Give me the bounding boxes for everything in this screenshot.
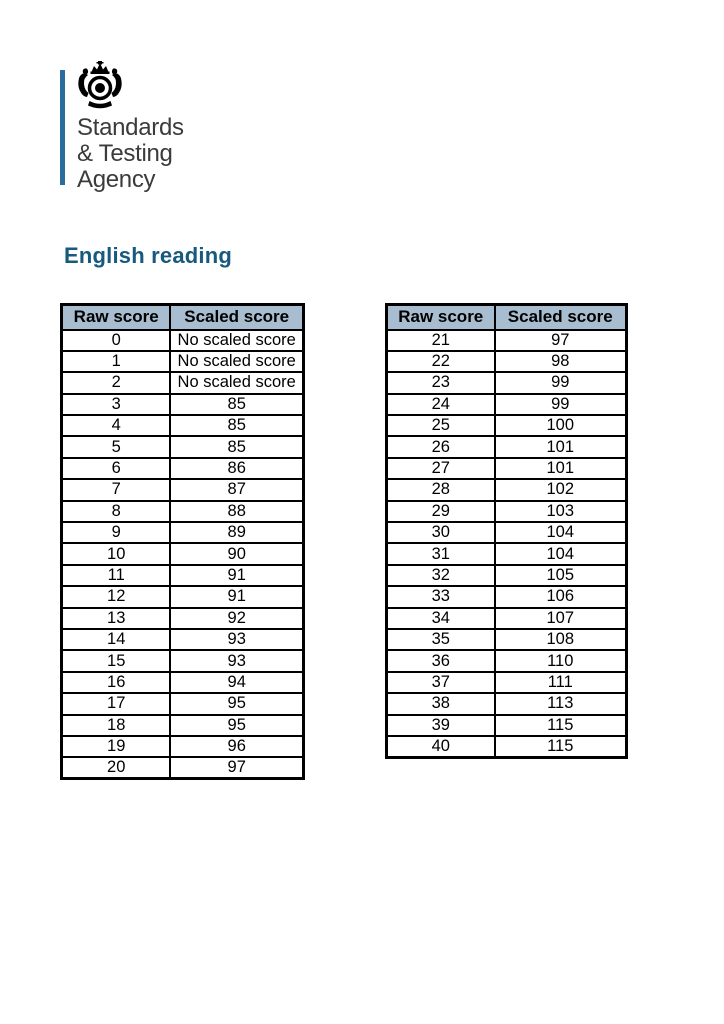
royal-coat-of-arms-icon bbox=[77, 60, 123, 112]
table-row bbox=[62, 757, 304, 779]
raw-score-cell: 32 bbox=[387, 565, 495, 586]
scaled-score-cell: 97 bbox=[495, 330, 627, 351]
page-title: English reading bbox=[64, 243, 233, 268]
table-row bbox=[387, 351, 627, 372]
agency-logo bbox=[60, 60, 184, 193]
raw-score-cell: 16 bbox=[62, 672, 171, 693]
table-row bbox=[62, 608, 304, 629]
scaled-score-cell: 93 bbox=[170, 650, 303, 671]
raw-score-cell: 11 bbox=[62, 565, 171, 586]
raw-score-cell: 1 bbox=[62, 351, 171, 372]
table-row bbox=[387, 330, 627, 351]
scaled-score-cell: 103 bbox=[495, 501, 627, 522]
raw-score-cell: 20 bbox=[62, 757, 171, 779]
scaled-score-cell: 96 bbox=[170, 736, 303, 757]
scaled-score-cell: 98 bbox=[495, 351, 627, 372]
raw-score-cell: 19 bbox=[62, 736, 171, 757]
column-header: Raw score bbox=[62, 305, 171, 330]
raw-score-cell: 30 bbox=[387, 522, 495, 543]
table-row bbox=[62, 351, 304, 372]
raw-score-cell: 0 bbox=[62, 330, 171, 351]
table-row bbox=[387, 565, 627, 586]
scaled-score-cell: 101 bbox=[495, 458, 627, 479]
scaled-score-cell: 106 bbox=[495, 586, 627, 607]
scaled-score-cell: 92 bbox=[170, 608, 303, 629]
column-header: Scaled score bbox=[170, 305, 303, 330]
scaled-score-cell: 99 bbox=[495, 394, 627, 415]
header-row bbox=[62, 305, 304, 330]
raw-score-cell: 28 bbox=[387, 479, 495, 500]
raw-score-cell: 36 bbox=[387, 650, 495, 671]
scaled-score-cell: 110 bbox=[495, 650, 627, 671]
table-row bbox=[387, 501, 627, 522]
raw-score-cell: 12 bbox=[62, 586, 171, 607]
table-row bbox=[387, 736, 627, 758]
raw-score-cell: 29 bbox=[387, 501, 495, 522]
scaled-score-cell: 100 bbox=[495, 415, 627, 436]
raw-score-cell: 21 bbox=[387, 330, 495, 351]
scaled-score-cell: 102 bbox=[495, 479, 627, 500]
scaled-score-cell: 113 bbox=[495, 693, 627, 714]
raw-score-cell: 9 bbox=[62, 522, 171, 543]
raw-score-cell: 13 bbox=[62, 608, 171, 629]
table-row bbox=[387, 629, 627, 650]
table-row bbox=[387, 672, 627, 693]
table-row bbox=[387, 693, 627, 714]
table-row bbox=[387, 458, 627, 479]
table-row bbox=[387, 436, 627, 457]
table-row bbox=[62, 693, 304, 714]
agency-name-line-1: Standards bbox=[77, 114, 184, 141]
scaled-score-cell: 85 bbox=[170, 436, 303, 457]
raw-score-cell: 40 bbox=[387, 736, 495, 758]
scaled-score-cell: 88 bbox=[170, 501, 303, 522]
scaled-score-cell: 93 bbox=[170, 629, 303, 650]
table-row bbox=[387, 586, 627, 607]
table-row bbox=[387, 479, 627, 500]
scaled-score-cell: 90 bbox=[170, 543, 303, 564]
raw-score-cell: 8 bbox=[62, 501, 171, 522]
table-row bbox=[62, 543, 304, 564]
table-row bbox=[62, 372, 304, 393]
scaled-score-cell: 115 bbox=[495, 736, 627, 758]
table-row bbox=[62, 394, 304, 415]
logo-accent-bar bbox=[60, 70, 65, 185]
table-row bbox=[62, 672, 304, 693]
column-header: Scaled score bbox=[495, 305, 627, 330]
raw-score-cell: 15 bbox=[62, 650, 171, 671]
scaled-score-cell: 107 bbox=[495, 608, 627, 629]
raw-score-cell: 17 bbox=[62, 693, 171, 714]
table-row bbox=[62, 458, 304, 479]
raw-score-cell: 24 bbox=[387, 394, 495, 415]
score-conversion-table-raw-0-20 bbox=[60, 303, 305, 780]
scaled-score-cell: 105 bbox=[495, 565, 627, 586]
table-row bbox=[62, 479, 304, 500]
score-conversion-table-raw-21-40 bbox=[385, 303, 628, 759]
scaled-score-cell: 111 bbox=[495, 672, 627, 693]
agency-name bbox=[77, 115, 184, 193]
scaled-score-cell: 86 bbox=[170, 458, 303, 479]
scaled-score-cell: 91 bbox=[170, 565, 303, 586]
raw-score-cell: 5 bbox=[62, 436, 171, 457]
raw-score-cell: 22 bbox=[387, 351, 495, 372]
scaled-score-cell: 97 bbox=[170, 757, 303, 779]
scaled-score-cell: No scaled score bbox=[170, 330, 303, 351]
table-row bbox=[387, 394, 627, 415]
scaled-score-cell: 95 bbox=[170, 693, 303, 714]
table-row bbox=[62, 501, 304, 522]
table-row bbox=[62, 330, 304, 351]
table-row bbox=[62, 586, 304, 607]
column-header: Raw score bbox=[387, 305, 495, 330]
header-row bbox=[387, 305, 627, 330]
table-row bbox=[62, 415, 304, 436]
raw-score-cell: 4 bbox=[62, 415, 171, 436]
table-row bbox=[387, 415, 627, 436]
table-row bbox=[387, 543, 627, 564]
scaled-score-cell: 85 bbox=[170, 394, 303, 415]
scaled-score-cell: 89 bbox=[170, 522, 303, 543]
raw-score-cell: 35 bbox=[387, 629, 495, 650]
raw-score-cell: 31 bbox=[387, 543, 495, 564]
raw-score-cell: 39 bbox=[387, 715, 495, 736]
table-row bbox=[387, 372, 627, 393]
raw-score-cell: 7 bbox=[62, 479, 171, 500]
scaled-score-cell: 104 bbox=[495, 543, 627, 564]
table-row bbox=[62, 565, 304, 586]
scaled-score-cell: 87 bbox=[170, 479, 303, 500]
scaled-score-cell: 94 bbox=[170, 672, 303, 693]
raw-score-cell: 34 bbox=[387, 608, 495, 629]
scaled-score-cell: 85 bbox=[170, 415, 303, 436]
scaled-score-cell: 91 bbox=[170, 586, 303, 607]
table-row bbox=[62, 650, 304, 671]
scaled-score-cell: 101 bbox=[495, 436, 627, 457]
table-row bbox=[62, 522, 304, 543]
table-row bbox=[62, 629, 304, 650]
scaled-score-cell: 108 bbox=[495, 629, 627, 650]
table-row bbox=[387, 608, 627, 629]
raw-score-cell: 10 bbox=[62, 543, 171, 564]
agency-name-line-2: & Testing bbox=[77, 140, 173, 167]
scaled-score-cell: 104 bbox=[495, 522, 627, 543]
raw-score-cell: 14 bbox=[62, 629, 171, 650]
raw-score-cell: 37 bbox=[387, 672, 495, 693]
raw-score-cell: 33 bbox=[387, 586, 495, 607]
agency-name-line-3: Agency bbox=[77, 166, 156, 193]
raw-score-cell: 18 bbox=[62, 715, 171, 736]
table-row bbox=[62, 736, 304, 757]
raw-score-cell: 27 bbox=[387, 458, 495, 479]
raw-score-cell: 3 bbox=[62, 394, 171, 415]
table-row bbox=[387, 522, 627, 543]
table-row bbox=[387, 650, 627, 671]
raw-score-cell: 26 bbox=[387, 436, 495, 457]
table-row bbox=[62, 436, 304, 457]
scaled-score-cell: No scaled score bbox=[170, 372, 303, 393]
table-row bbox=[387, 715, 627, 736]
raw-score-cell: 6 bbox=[62, 458, 171, 479]
scaled-score-cell: 99 bbox=[495, 372, 627, 393]
raw-score-cell: 23 bbox=[387, 372, 495, 393]
scaled-score-cell: No scaled score bbox=[170, 351, 303, 372]
raw-score-cell: 38 bbox=[387, 693, 495, 714]
scaled-score-cell: 95 bbox=[170, 715, 303, 736]
raw-score-cell: 2 bbox=[62, 372, 171, 393]
table-row bbox=[62, 715, 304, 736]
raw-score-cell: 25 bbox=[387, 415, 495, 436]
scaled-score-cell: 115 bbox=[495, 715, 627, 736]
